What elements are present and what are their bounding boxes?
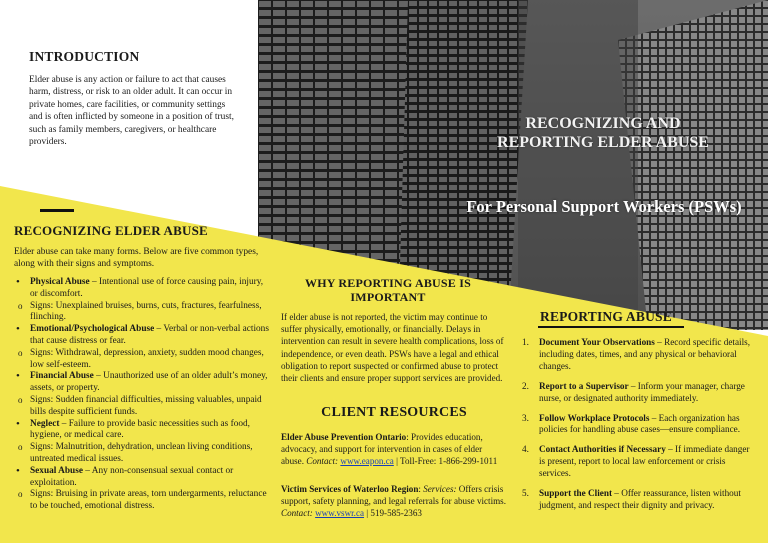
step-desc: – If immediate danger is present, report to local law enforcement or crisis services. (539, 444, 750, 479)
abuse-type-desc: – Any non-consensual sexual contact or exploitation. (30, 465, 234, 488)
abuse-signs: Signs: Sudden financial difficulties, missing valuables, unpaid bills despite sufficient funds. (30, 394, 262, 417)
step-desc: – Record specific details, including dates, times, and any physical or behavioral changes. (539, 337, 751, 371)
vswr-link[interactable]: www.vswr.ca (315, 508, 365, 519)
abuse-signs: Signs: Bruising in private areas, torn undergarments, reluctance to be touched, emotional distress. (30, 489, 267, 512)
section-divider (40, 209, 74, 212)
resource-name: Victim Services of Waterloo Region (281, 484, 419, 494)
abuse-type-desc: – Failure to provide basic necessities such as food, hygiene, or medical care. (30, 418, 250, 441)
resource-desc: : Provides education, advocacy, and support for intervention in cases of elder abuse. (281, 432, 483, 467)
introduction-heading: INTRODUCTION (29, 49, 140, 64)
resource-contact-label: Contact: (281, 508, 313, 519)
resource-contact-label: Contact: (306, 456, 339, 467)
abuse-type-name: Sexual Abuse (30, 465, 83, 476)
cover-title: RECOGNIZING AND REPORTING ELDER ABUSE (497, 115, 709, 151)
step-number: 5. (522, 488, 529, 499)
resource-services-label: Services: (423, 484, 457, 494)
reporting-step (522, 381, 754, 405)
abuse-type-item (14, 324, 272, 348)
abuse-signs-item (14, 348, 272, 372)
abuse-signs-item (14, 489, 272, 513)
resource-desc: : (418, 484, 424, 494)
resources-heading: CLIENT RESOURCES (321, 405, 467, 420)
resource-phone: | Toll-Free: 1-866-299-1011 (393, 456, 498, 467)
reporting-underline (538, 326, 684, 328)
reporting-step (522, 444, 754, 480)
introduction-body: Elder abuse is any action or failure to act that causes harm, distress, or risk to an older adult. It can occur in private homes, care facilities, or community settings and is often inflicted by someone in a position of trust, such as family members, caregivers, or healthcare providers. (29, 75, 234, 148)
abuse-type-name: Physical Abuse (30, 277, 90, 287)
recognizing-heading: RECOGNIZING ELDER ABUSE (14, 223, 208, 238)
resource-phone: | 519-585-2363 (364, 508, 422, 519)
recognizing-intro: Elder abuse can take many forms. Below are five common types, along with their signs and symptoms. (14, 247, 259, 270)
abuse-signs: Signs: Malnutrition, dehydration, unclean living conditions, untreated medical issues. (30, 442, 253, 464)
abuse-signs-item (14, 395, 272, 419)
step-title: Contact Authorities if Necessary (539, 444, 666, 455)
abuse-type-desc: – Unauthorized use of an older adult’s money, assets, or property. (30, 371, 268, 394)
abuse-type-name: Emotional/Psychological Abuse (30, 324, 155, 335)
step-number: 2. (522, 380, 529, 391)
abuse-type-desc: – Verbal or non-verbal actions that cause distress or fear. (30, 324, 269, 346)
step-number: 1. (522, 337, 529, 347)
step-title: Follow Workplace Protocols (539, 412, 650, 423)
reporting-step (522, 413, 754, 437)
abuse-signs-item (14, 442, 272, 466)
cover-subtitle: For Personal Support Workers (PSWs) (466, 197, 742, 216)
abuse-signs: Signs: Withdrawal, depression, anxiety, sudden mood changes, low self-esteem. (30, 347, 264, 370)
step-desc: – Inform your manager, charge nurse, or designated authority immediately. (539, 380, 745, 403)
resource-item (281, 431, 507, 468)
step-number: 3. (522, 412, 529, 423)
step-title: Support the Client (539, 488, 612, 499)
abuse-signs: Signs: Unexplained bruises, burns, cuts, fractures, fearfulness, flinching. (30, 300, 262, 323)
abuse-type-desc: – Intentional use of force causing pain, injury, or discomfort. (30, 277, 264, 299)
eapon-link[interactable]: www.eapon.ca (340, 456, 394, 467)
abuse-type-item (14, 466, 272, 490)
resource-name: Elder Abuse Prevention Ontario (281, 432, 407, 442)
reporting-heading: REPORTING ABUSE (540, 309, 672, 324)
step-title: Document Your Observations (539, 337, 655, 347)
step-number: 4. (522, 444, 529, 455)
step-desc: – Each organization has policies for handling abuse cases—ensure compliance. (539, 412, 741, 435)
why-body: If elder abuse is not reported, the victim may continue to suffer physically, emotionally, or financially. Delays in intervention can result in severe health complications, loss of independence, or even death. PSWs have a legal and ethical obligation to report suspected or confirmed abuse to protect their clients and ensure proper support services are provided. (281, 312, 504, 384)
abuse-type-item (14, 277, 272, 301)
abuse-type-name: Neglect (30, 418, 60, 429)
abuse-type-item (14, 371, 272, 395)
why-heading: WHY REPORTING ABUSE IS IMPORTANT (305, 276, 471, 304)
reporting-step (522, 337, 754, 373)
reporting-step (522, 488, 754, 512)
resource-desc: Offers crisis support, safety planning, and legal referrals for abuse victims. (281, 484, 506, 507)
abuse-signs-item (14, 301, 272, 325)
step-desc: – Offer reassurance, listen without judgment, and respect their dignity and privacy. (539, 488, 741, 510)
abuse-type-name: Financial Abuse (30, 371, 94, 382)
resource-item (281, 483, 507, 520)
abuse-type-item (14, 419, 272, 443)
abuse-types-list (14, 277, 272, 513)
step-title: Report to a Supervisor (539, 380, 629, 391)
reporting-steps-list (522, 337, 754, 520)
